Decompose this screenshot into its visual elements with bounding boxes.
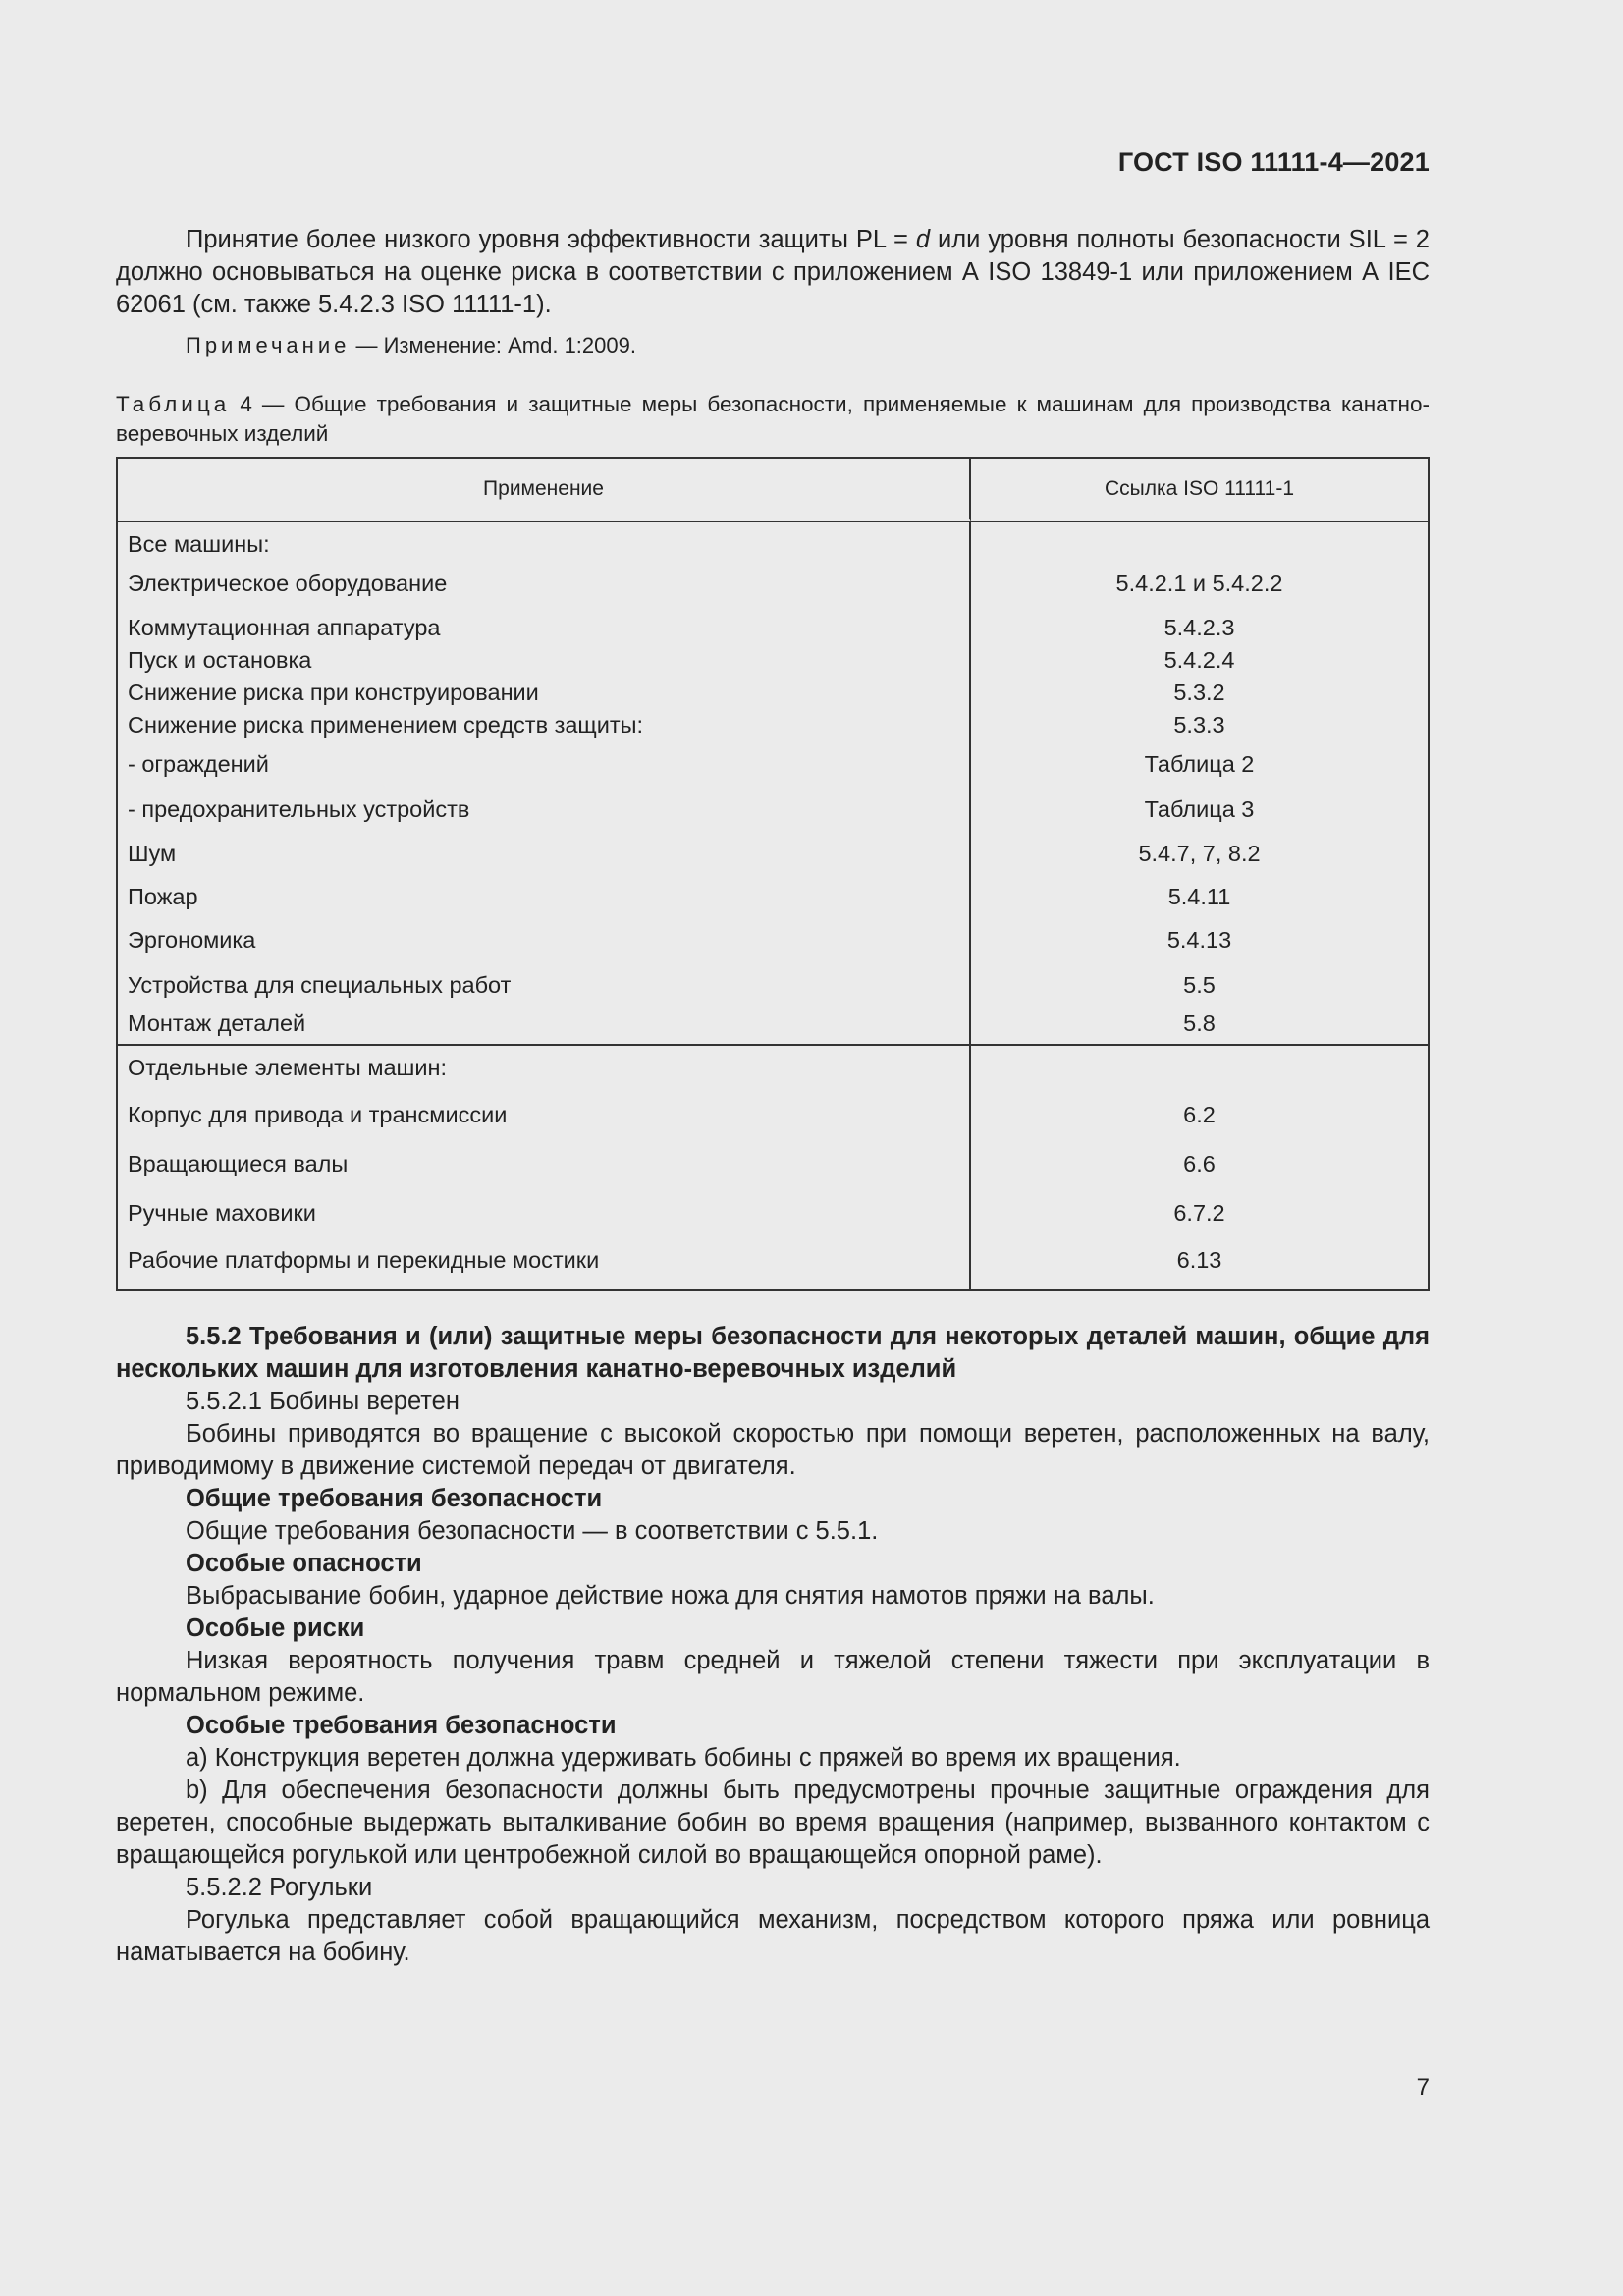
note — [186, 331, 1430, 360]
cell-application: - предохранительных устройств — [118, 788, 971, 833]
intro-text-italic: d — [915, 226, 931, 253]
table-row — [118, 1140, 1428, 1189]
intro-text-part2: или уровня полноты безопасности SIL = 2 должно основываться на оценке риска в соответствии с приложением А ISO 13849-1 или приложением А IEC 62061 (см. также 5.4.2.3 ISO 11111-1). — [116, 226, 1430, 318]
cell-reference — [971, 522, 1428, 564]
subsection-title: 5.5.2.1 Бобины веретен — [186, 1388, 460, 1415]
cell-reference: 5.8 — [1183, 1011, 1216, 1036]
table-header-row — [118, 459, 1428, 522]
cell-application: Монтаж деталей — [118, 1005, 971, 1044]
cell-application: Ручные маховики — [118, 1189, 971, 1238]
note-text: — Изменение: Amd. 1:2009. — [350, 333, 636, 357]
cell-application: Коммутационная аппаратура — [118, 607, 971, 644]
table-caption-label: Таблица — [116, 392, 231, 416]
cell-application: - ограждений — [118, 742, 971, 788]
cell-reference: Таблица 2 — [1144, 751, 1255, 777]
header-application: Применение — [118, 459, 971, 522]
page-content — [116, 224, 1430, 1969]
cell-application: Снижение риска применением средств защиты: — [118, 709, 971, 742]
paragraph: Низкая вероятность получения травм средней и тяжелой степени тяжести при эксплуатации в нормальном режиме. — [116, 1647, 1430, 1707]
note-label: Примечание — [186, 333, 351, 357]
cell-reference: 6.7.2 — [1173, 1200, 1225, 1226]
document-id: ГОСТ ISO 11111-4—2021 — [1117, 147, 1430, 177]
table-row — [118, 877, 1428, 920]
table-row — [118, 833, 1428, 877]
cell-reference: 5.4.7, 7, 8.2 — [1138, 841, 1261, 866]
subheading-risks: Особые риски — [186, 1614, 365, 1642]
page-number: 7 — [1416, 2074, 1430, 2101]
table-row — [118, 564, 1428, 607]
cell-reference: 5.4.13 — [1166, 927, 1232, 953]
cell-reference: 5.5 — [1183, 972, 1216, 998]
table-caption-text: 4 — Общие требования и защитные меры безопасности, применяемые к машинам для производства канатно-веревочных изделий — [116, 392, 1430, 446]
cell-application: Эргономика — [118, 920, 971, 965]
table-row — [118, 607, 1428, 644]
list-item-a: a) Конструкция веретен должна удерживать бобины с пряжей во время их вращения. — [186, 1744, 1181, 1772]
intro-paragraph — [116, 224, 1430, 321]
table-row — [118, 709, 1428, 742]
cell-application: Рабочие платформы и перекидные мостики — [118, 1238, 971, 1289]
table-row — [118, 644, 1428, 677]
cell-reference: 5.3.3 — [1173, 712, 1225, 738]
table-caption — [116, 390, 1430, 449]
cell-reference: 6.6 — [1183, 1151, 1216, 1176]
table-row — [118, 1238, 1428, 1289]
paragraph: Выбрасывание бобин, ударное действие ножа для снятия намотов пряжи на валы. — [186, 1582, 1155, 1610]
table-row — [118, 1189, 1428, 1238]
cell-reference: 6.2 — [1183, 1102, 1216, 1127]
table-row — [118, 522, 1428, 564]
table-row — [118, 965, 1428, 1005]
table-row — [118, 742, 1428, 788]
list-item-b: b) Для обеспечения безопасности должны быть предусмотрены прочные защитные ограждения для веретен, способные выдержать выталкивание бобин во время вращения (например, вызванного контактом с вращающейся рогулькой или центробежной силой во вращающейся опорной раме). — [116, 1777, 1430, 1869]
cell-reference: 5.3.2 — [1173, 680, 1225, 705]
table-row — [118, 1091, 1428, 1140]
cell-reference: 5.4.11 — [1167, 884, 1231, 909]
cell-application: Устройства для специальных работ — [118, 965, 971, 1005]
cell-application: Пуск и остановка — [118, 644, 971, 677]
table-row — [118, 920, 1428, 965]
intro-text-part1: Принятие более низкого уровня эффективности защиты PL = — [186, 226, 916, 253]
cell-application: Все машины: — [118, 522, 971, 564]
cell-reference — [971, 1044, 1428, 1091]
table-row — [118, 788, 1428, 833]
section-5-5-2 — [116, 1321, 1430, 1969]
cell-application: Вращающиеся валы — [118, 1140, 971, 1189]
subheading-general-requirements: Общие требования безопасности — [186, 1485, 603, 1512]
subsection-title: 5.5.2.2 Рогульки — [186, 1874, 373, 1901]
table-row — [118, 1044, 1428, 1091]
requirements-table — [116, 457, 1430, 1291]
subheading-hazards: Особые опасности — [186, 1550, 422, 1577]
header-reference: Ссылка ISO 11111-1 — [971, 459, 1428, 522]
table-row — [118, 1005, 1428, 1044]
cell-application: Пожар — [118, 877, 971, 920]
cell-reference: 5.4.2.1 и 5.4.2.2 — [1115, 571, 1283, 596]
paragraph: Бобины приводятся во вращение с высокой скоростью при помощи веретен, расположенных на валу, приводимому в движение системой передач от двигателя. — [116, 1420, 1430, 1480]
cell-application: Электрическое оборудование — [118, 564, 971, 607]
cell-application: Снижение риска при конструировании — [118, 677, 971, 709]
cell-application: Шум — [118, 833, 971, 877]
cell-application: Отдельные элементы машин: — [118, 1044, 971, 1091]
cell-reference: 6.13 — [1176, 1247, 1222, 1273]
cell-reference: 5.4.2.4 — [1163, 647, 1235, 673]
table-row — [118, 677, 1428, 709]
cell-application: Корпус для привода и трансмиссии — [118, 1091, 971, 1140]
paragraph: Рогулька представляет собой вращающийся механизм, посредством которого пряжа или ровница наматывается на бобину. — [116, 1906, 1430, 1966]
subheading-special-requirements: Особые требования безопасности — [186, 1712, 617, 1739]
section-heading: 5.5.2 Требования и (или) защитные меры безопасности для некоторых деталей машин, общие для нескольких машин для изготовления канатно-веревочных изделий — [116, 1323, 1430, 1383]
paragraph: Общие требования безопасности — в соответствии с 5.5.1. — [186, 1517, 879, 1545]
cell-reference: Таблица 3 — [1144, 796, 1255, 822]
cell-reference: 5.4.2.3 — [1163, 615, 1235, 640]
